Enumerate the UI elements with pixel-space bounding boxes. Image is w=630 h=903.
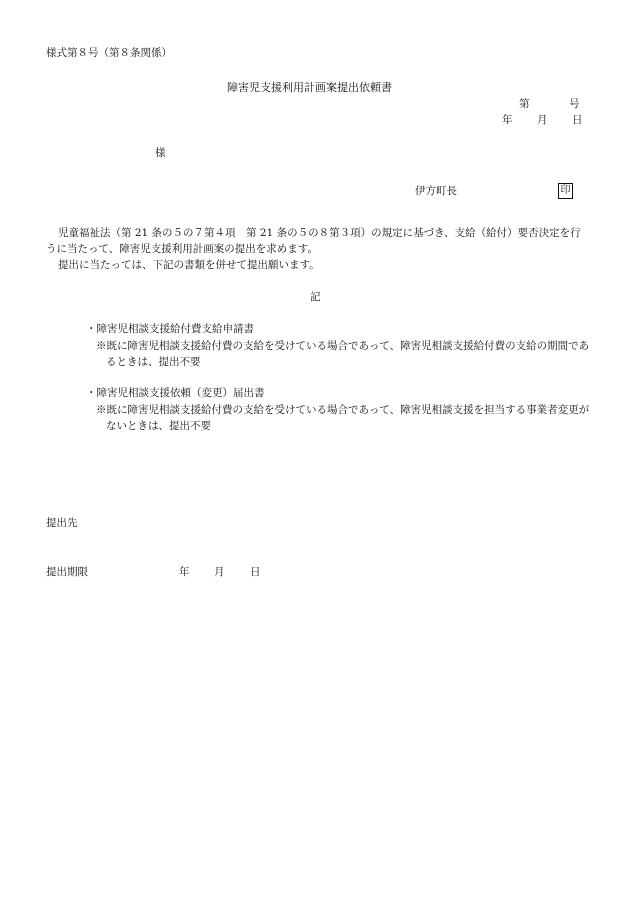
document-title: 障害児支援利用計画案提出依頼書 (227, 81, 392, 94)
doc-number-dai: 第 (519, 98, 530, 110)
body-paragraph-1: 児童福祉法（第 21 条の５の７第４項 第 21 条の５の８第３項）の規定に基づき、支給（給付）要否決定を行うに当たって、障害児支援利用計画案の提出を求めます。 (46, 227, 581, 255)
submission-destination-label: 提出先 (46, 517, 78, 529)
ki-heading: 記 (310, 291, 321, 303)
doc-number-go: 号 (569, 98, 580, 110)
body-paragraph-2: 提出に当たっては、下記の書類を併せて提出願います。 (58, 259, 320, 271)
deadline-year: 年 (179, 566, 190, 578)
date-day: 日 (572, 114, 583, 126)
deadline-month: 月 (214, 566, 225, 578)
item-title: ・障害児相談支援依頼（変更）届出書 (86, 387, 265, 399)
date-month: 月 (537, 114, 548, 126)
deadline-label: 提出期限 (46, 566, 88, 578)
item-title: ・障害児相談支援給付費支給申請書 (86, 323, 254, 335)
addressee-honorific: 様 (155, 147, 166, 159)
seal-mark: 印 (558, 183, 573, 199)
issuer-name: 伊方町長 (415, 185, 457, 197)
item-note: ※既に障害児相談支援給付費の支給を受けている場合であって、障害児相談支援給付費の支給の期間であるときは、提出不要 (96, 340, 590, 368)
deadline-day: 日 (250, 566, 261, 578)
form-number: 様式第８号（第８条関係） (46, 47, 172, 59)
item-note: ※既に障害児相談支援給付費の支給を受けている場合であって、障害児相談支援を担当する事業者変更がないときは、提出不要 (96, 404, 590, 432)
date-year: 年 (502, 114, 513, 126)
